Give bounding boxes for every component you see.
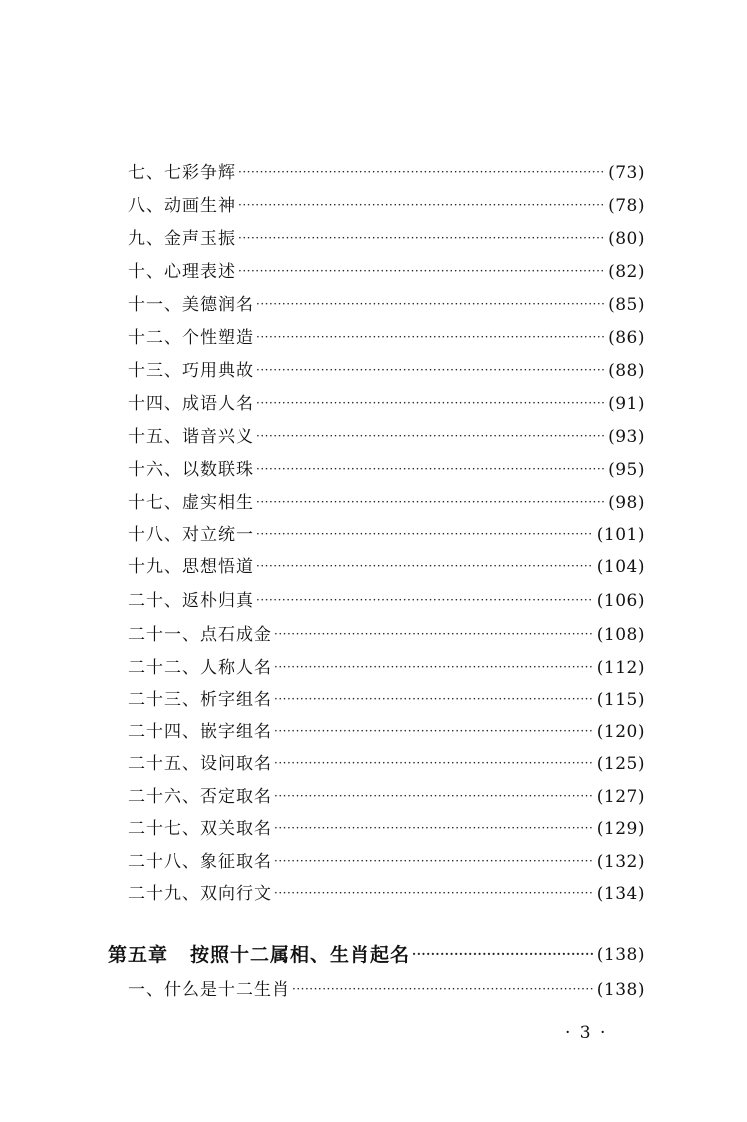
chapter-page: (138)	[596, 945, 645, 965]
toc-entry	[128, 973, 645, 1001]
toc-entry-title: 二十、返朴归真	[128, 591, 254, 611]
toc-entry-page: (104)	[596, 557, 645, 577]
toc-entry	[128, 288, 645, 316]
dot-leader	[256, 393, 604, 415]
toc-entry-title: 十九、思想悟道	[128, 557, 254, 577]
dot-leader	[256, 426, 604, 448]
toc-entry-title: 二十五、设问取名	[128, 754, 272, 774]
dot-leader	[256, 294, 604, 316]
dot-leader	[256, 360, 604, 382]
chapter-heading	[108, 938, 645, 966]
toc-entry-title: 二十一、点石成金	[128, 625, 272, 645]
toc-entry-title: 十七、虚实相生	[128, 493, 254, 513]
toc-entry-title: 二十二、人称人名	[128, 658, 272, 678]
toc-entry-page: (132)	[596, 852, 645, 872]
toc-entry-title: 二十四、嵌字组名	[128, 722, 272, 742]
toc-entry-page: (85)	[608, 295, 645, 315]
toc-entry	[128, 189, 645, 217]
toc-entry	[128, 387, 645, 415]
toc-entry-page: (93)	[608, 427, 645, 447]
toc-entry-page: (78)	[608, 196, 645, 216]
chapter-title	[108, 944, 410, 966]
toc-entry-page: (101)	[596, 525, 645, 545]
toc-entry-page: (112)	[596, 658, 645, 678]
toc-entry-page: (120)	[596, 722, 645, 742]
toc-entry-page: (73)	[608, 163, 645, 183]
toc-entry-page: (80)	[608, 229, 645, 249]
page-number: · 3 ·	[565, 1023, 608, 1043]
toc-entry-page: (134)	[596, 884, 645, 904]
dot-leader	[238, 162, 604, 184]
toc-entry	[128, 812, 645, 840]
toc-entry	[128, 618, 645, 646]
toc-entry-title: 十三、巧用典故	[128, 361, 254, 381]
dot-leader	[274, 883, 593, 905]
dot-leader	[238, 228, 604, 250]
dot-leader	[274, 851, 593, 873]
dot-leader	[238, 195, 604, 217]
toc-entry	[128, 715, 645, 743]
toc-entry-page: (106)	[596, 591, 645, 611]
toc-entry-title: 二十七、双关取名	[128, 819, 272, 839]
toc-entry	[128, 550, 645, 578]
dot-leader	[292, 979, 593, 1001]
toc-entry	[128, 845, 645, 873]
toc-entry-title: 十四、成语人名	[128, 394, 254, 414]
toc-entry-page: (86)	[608, 328, 645, 348]
dot-leader	[256, 492, 604, 514]
dot-leader	[256, 590, 593, 612]
toc-entry-title: 二十八、象征取名	[128, 852, 272, 872]
toc-entry	[128, 518, 645, 546]
toc-entry	[128, 453, 645, 481]
toc-entry	[128, 584, 645, 612]
toc-entry-title: 一、什么是十二生肖	[128, 980, 290, 1000]
toc-entry	[128, 222, 645, 250]
dot-leader	[238, 261, 604, 283]
dot-leader	[256, 459, 604, 481]
dot-leader	[412, 944, 593, 966]
toc-entry-title: 十六、以数联珠	[128, 460, 254, 480]
toc-entry	[128, 321, 645, 349]
chapter-label: 第五章	[108, 944, 169, 966]
toc-entry-title: 二十九、双向行文	[128, 884, 272, 904]
dot-leader	[274, 624, 593, 646]
toc-entry-title: 十五、谐音兴义	[128, 427, 254, 447]
toc-entry-page: (127)	[596, 787, 645, 807]
toc-entry-page: (115)	[596, 690, 645, 710]
toc-entry-page: (98)	[608, 493, 645, 513]
chapter-name: 按照十二属相、生肖起名	[190, 944, 411, 966]
toc-entry	[128, 486, 645, 514]
toc-entry-title: 二十六、否定取名	[128, 787, 272, 807]
dot-leader	[274, 786, 593, 808]
toc-entry	[128, 156, 645, 184]
toc-entry	[128, 683, 645, 711]
toc-entry-title: 八、动画生神	[128, 196, 236, 216]
toc-entry-page: (125)	[596, 754, 645, 774]
toc-entry-page: (138)	[596, 980, 645, 1000]
dot-leader	[256, 556, 593, 578]
dot-leader	[256, 524, 593, 546]
toc-entry-page: (129)	[596, 819, 645, 839]
toc-entry	[128, 877, 645, 905]
toc-entry-title: 十二、个性塑造	[128, 328, 254, 348]
toc-entry-page: (88)	[608, 361, 645, 381]
toc-entry	[128, 780, 645, 808]
toc-entry-page: (82)	[608, 262, 645, 282]
toc-entry	[128, 747, 645, 775]
toc-entry-title: 十八、对立统一	[128, 525, 254, 545]
toc-entry	[128, 420, 645, 448]
toc-entry-page: (108)	[596, 625, 645, 645]
toc-entry	[128, 651, 645, 679]
dot-leader	[274, 818, 593, 840]
toc-entry	[128, 354, 645, 382]
toc-entry-page: (95)	[608, 460, 645, 480]
toc-entry	[128, 255, 645, 283]
toc-entry-title: 二十三、析字组名	[128, 690, 272, 710]
toc-entry-title: 九、金声玉振	[128, 229, 236, 249]
toc-entry-title: 十、心理表述	[128, 262, 236, 282]
dot-leader	[256, 327, 604, 349]
dot-leader	[274, 721, 593, 743]
toc-entry-title: 七、七彩争辉	[128, 163, 236, 183]
dot-leader	[274, 657, 593, 679]
dot-leader	[274, 753, 593, 775]
dot-leader	[274, 689, 593, 711]
toc-entry-title: 十一、美德润名	[128, 295, 254, 315]
toc-entry-page: (91)	[608, 394, 645, 414]
